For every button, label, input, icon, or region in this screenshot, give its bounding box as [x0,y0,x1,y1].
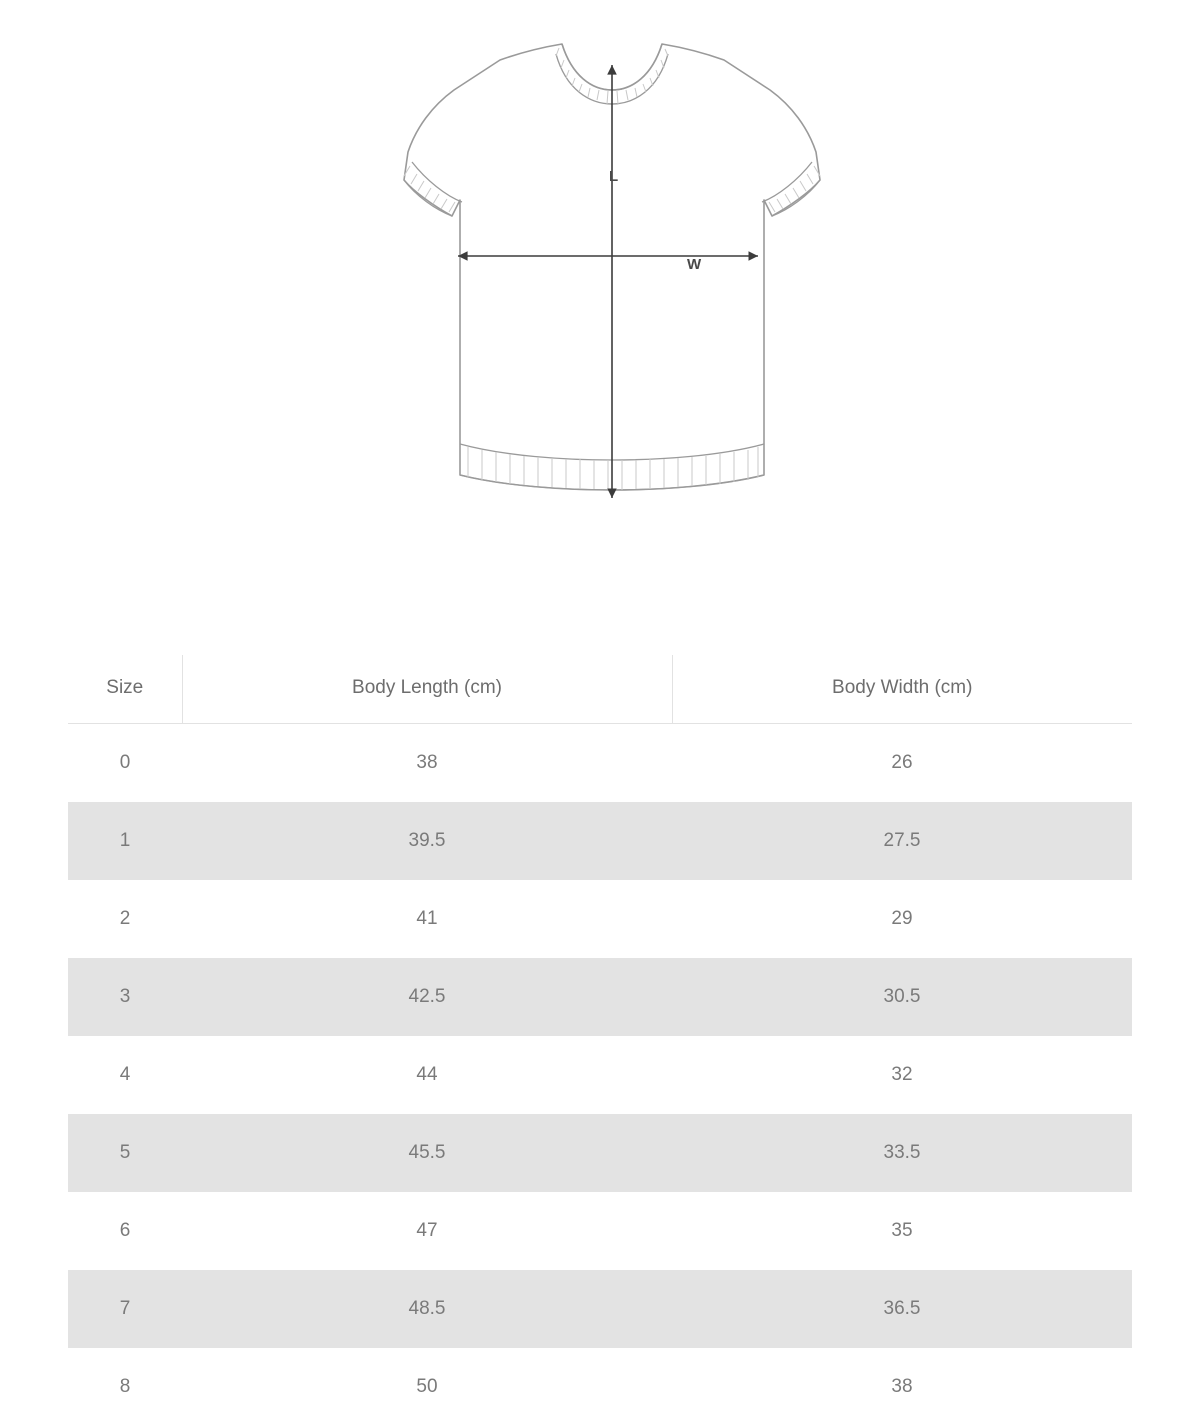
cell-size: 0 [68,724,182,802]
cell-body-width: 36.5 [672,1270,1132,1348]
table-row [68,1270,1132,1348]
cell-body-width: 27.5 [672,802,1132,880]
header-row [68,655,1132,724]
diagram-container [0,0,1200,620]
table-row [68,1348,1132,1426]
cell-body-width: 35 [672,1192,1132,1270]
cell-body-length: 38 [182,724,672,802]
cell-body-width: 38 [672,1348,1132,1426]
size-table [68,655,1132,1426]
table-header [68,655,1132,724]
table-row [68,1036,1132,1114]
table-row [68,1192,1132,1270]
table-row [68,1114,1132,1192]
cell-body-length: 50 [182,1348,672,1426]
cell-body-length: 48.5 [182,1270,672,1348]
cell-body-width: 33.5 [672,1114,1132,1192]
cell-size: 8 [68,1348,182,1426]
cell-size: 7 [68,1270,182,1348]
cell-size: 5 [68,1114,182,1192]
tshirt-illustration [300,20,900,540]
cell-body-length: 44 [182,1036,672,1114]
table-row [68,958,1132,1036]
cell-body-length: 45.5 [182,1114,672,1192]
cell-body-length: 41 [182,880,672,958]
header-size: Size [68,655,182,724]
cell-size: 4 [68,1036,182,1114]
header-body-width: Body Width (cm) [672,655,1132,724]
cell-size: 6 [68,1192,182,1270]
cell-body-length: 47 [182,1192,672,1270]
length-dimension-label: L [609,168,619,185]
cell-size: 3 [68,958,182,1036]
cell-body-width: 32 [672,1036,1132,1114]
cell-size: 1 [68,802,182,880]
table-row [68,724,1132,802]
size-table-container [68,655,1132,1426]
cell-body-length: 39.5 [182,802,672,880]
cell-body-width: 26 [672,724,1132,802]
cell-body-length: 42.5 [182,958,672,1036]
table-row [68,802,1132,880]
cell-body-width: 30.5 [672,958,1132,1036]
cell-body-width: 29 [672,880,1132,958]
cell-size: 2 [68,880,182,958]
table-row [68,880,1132,958]
header-body-length: Body Length (cm) [182,655,672,724]
width-dimension-label: W [687,256,702,273]
table-body [68,724,1132,1426]
